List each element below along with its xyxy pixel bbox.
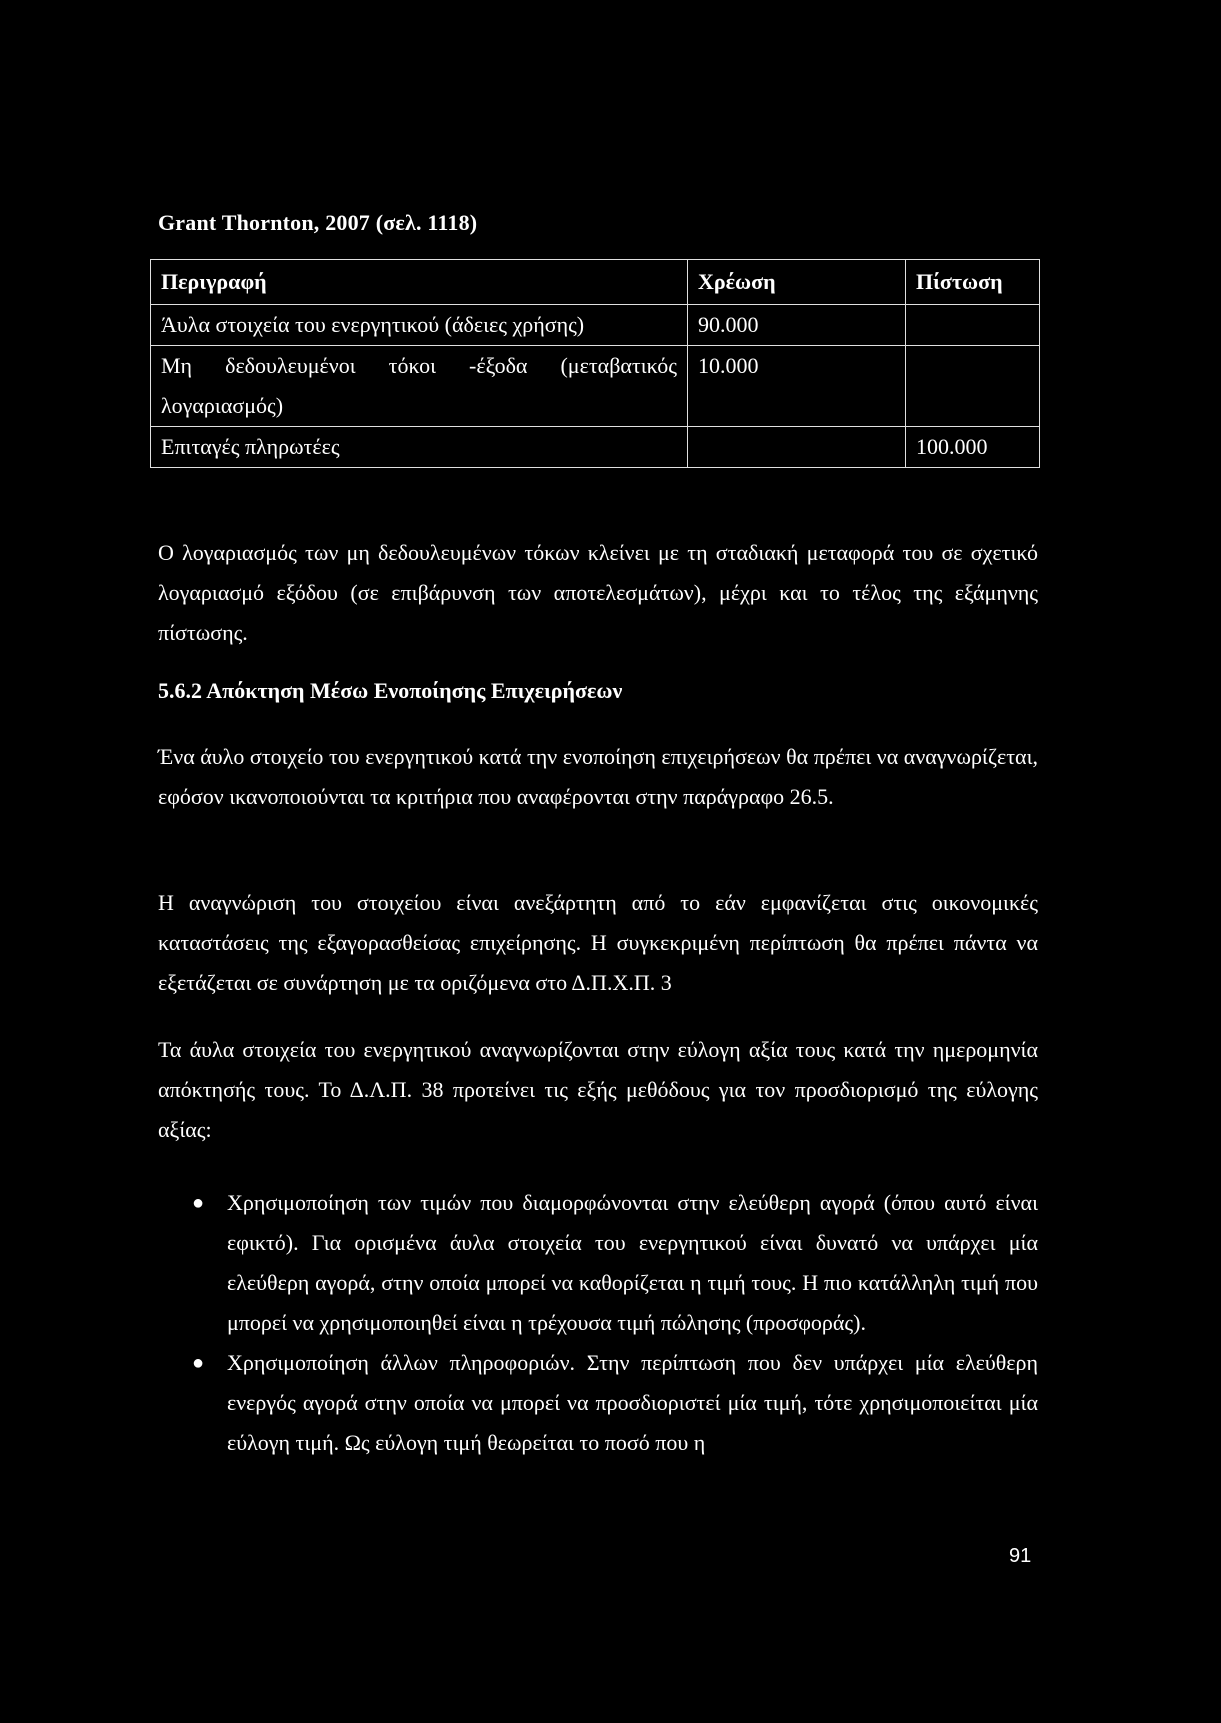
header-debit: Χρέωση bbox=[688, 260, 906, 305]
header-description: Περιγραφή bbox=[151, 260, 688, 305]
row-credit: 100.000 bbox=[906, 427, 1040, 468]
paragraph-interest-closing: Ο λογαριασμός των μη δεδουλευμένων τόκων κλείνει με τη σταδιακή μεταφορά του σε σχετικό λογαριασμό εξόδου (σε επιβάρυνση των αποτελεσμάτων), μέχρι και το τέλος της εξάμηνης πίστωσης. bbox=[158, 540, 1038, 645]
bullet-icon: ● bbox=[192, 1192, 205, 1214]
table-header-row bbox=[151, 260, 1040, 305]
page-number: 91 bbox=[1009, 1545, 1032, 1567]
paragraph-independence: Η αναγνώριση του στοιχείου είναι ανεξάρτητη από το εάν εμφανίζεται στις οικονομικές καταστάσεις της εξαγορασθείσας επιχείρησης. Η συγκεκριμένη περίπτωση θα πρέπει πάντα να εξετάζεται σε συνάρτηση με τα οριζόμενα στο Δ.Π.Χ.Π. 3 bbox=[158, 890, 1038, 995]
methods-list bbox=[158, 1183, 1038, 1463]
list-item bbox=[158, 1183, 1038, 1343]
row-description: Μη δεδουλευμένοι τόκοι -έξοδα (μεταβατικός λογαριασμός) bbox=[151, 346, 688, 427]
list-item-text: Χρησιμοποίηση άλλων πληροφοριών. Στην περίπτωση που δεν υπάρχει μία ελεύθερη ενεργός αγορά στην οποία να μπορεί να προσδιοριστεί μία τιμή, τότε χρησιμοποιείται μία εύλογη τιμή. Ως εύλογη τιμή θεωρείται το ποσό που η bbox=[227, 1350, 1038, 1455]
row-debit bbox=[688, 427, 906, 468]
row-credit bbox=[906, 346, 1040, 427]
bullet-icon: ● bbox=[192, 1352, 205, 1374]
row-debit: 10.000 bbox=[688, 346, 906, 427]
paragraph-recognition: Ένα άυλο στοιχείο του ενεργητικού κατά την ενοποίηση επιχειρήσεων θα πρέπει να αναγνωρίζεται, εφόσον ικανοποιούνται τα κριτήρια που αναφέρονται στην παράγραφο 26.5. bbox=[158, 744, 1038, 809]
row-description: Άυλα στοιχεία του ενεργητικού (άδειες χρήσης) bbox=[151, 305, 688, 346]
table-row bbox=[151, 427, 1040, 468]
list-item-text: Χρησιμοποίηση των τιμών που διαμορφώνονται στην ελεύθερη αγορά (όπου αυτό είναι εφικτό). Για ορισμένα άυλα στοιχεία του ενεργητικού είναι δυνατό να υπάρχει μία ελεύθερη αγορά, στην οποία μπορεί να καθορίζεται η τιμή τους. Η πιο κατάλληλη τιμή που μπορεί να χρησιμοποιηθεί είναι η τρέχουσα τιμή πώλησης (προσφοράς). bbox=[227, 1190, 1038, 1335]
source-citation: Grant Thornton, 2007 (σελ. 1118) bbox=[158, 210, 478, 235]
row-credit bbox=[906, 305, 1040, 346]
table-row bbox=[151, 346, 1040, 427]
table-row bbox=[151, 305, 1040, 346]
journal-entry-table bbox=[150, 259, 1040, 468]
row-description: Επιταγές πληρωτέες bbox=[151, 427, 688, 468]
header-credit: Πίστωση bbox=[906, 260, 1040, 305]
list-item bbox=[158, 1343, 1038, 1463]
section-heading: 5.6.2 Απόκτηση Μέσω Ενοποίησης Επιχειρήσεων bbox=[158, 678, 623, 703]
row-debit: 90.000 bbox=[688, 305, 906, 346]
paragraph-fair-value: Τα άυλα στοιχεία του ενεργητικού αναγνωρίζονται στην εύλογη αξία τους κατά την ημερομηνία απόκτησής τους. Το Δ.Λ.Π. 38 προτείνει τις εξής μεθόδους για τον προσδιορισμό της εύλογης αξίας: bbox=[158, 1037, 1038, 1142]
